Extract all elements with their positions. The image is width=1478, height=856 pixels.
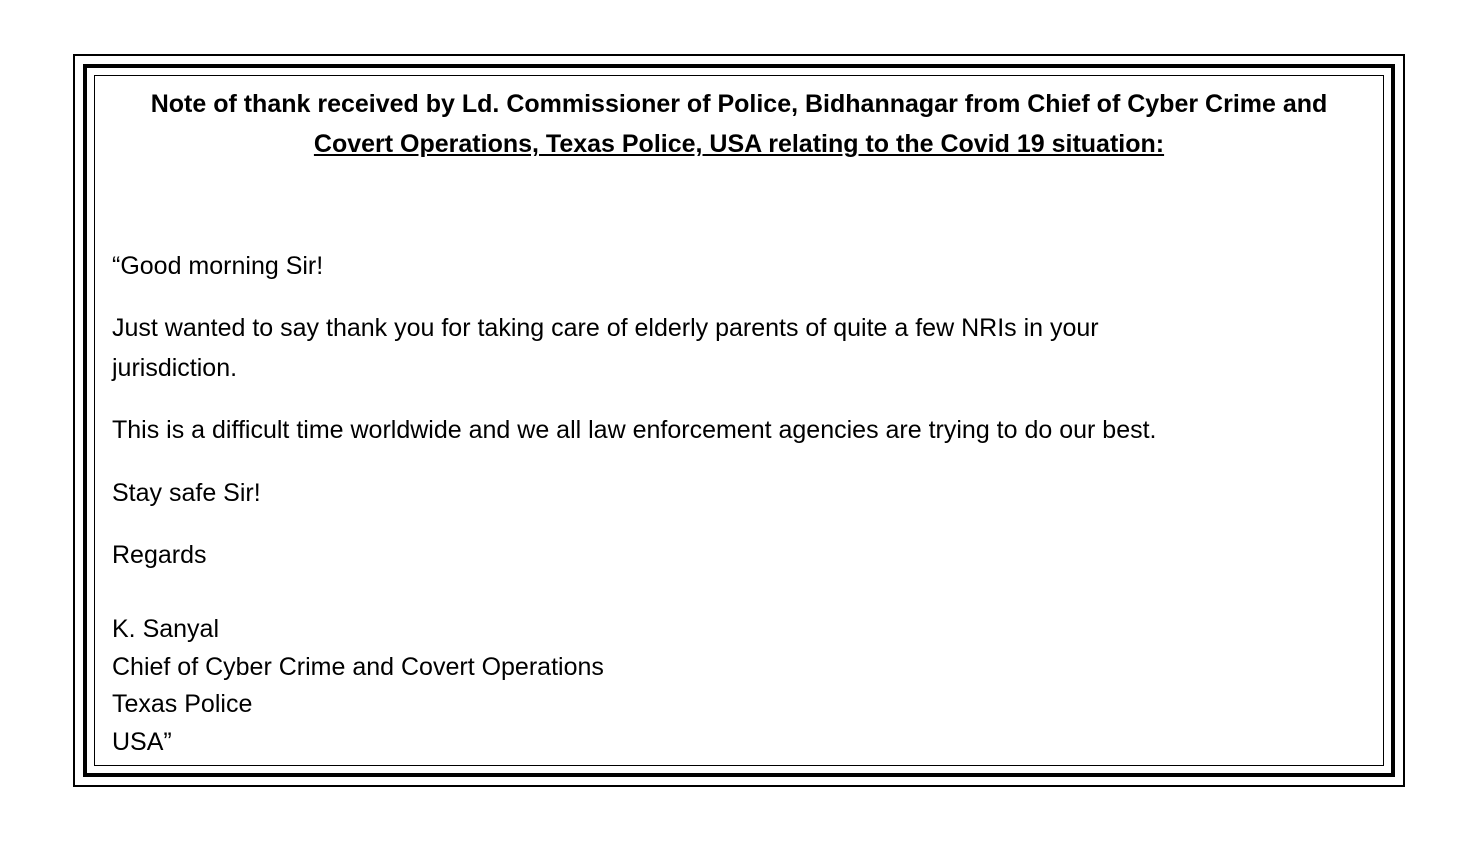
signature-organization: Texas Police — [112, 690, 253, 718]
message-paragraph-2: This is a difficult time worldwide and we all law enforcement agencies are trying to do our best. — [112, 416, 1157, 444]
message-paragraph-1-line-1: Just wanted to say thank you for taking care of elderly parents of quite a few NRIs in your — [112, 314, 1099, 342]
heading-line-1: Note of thank received by Ld. Commissioner of Police, Bidhannagar from Chief of Cyber Crime and — [150, 90, 1328, 118]
signature-country: USA” — [112, 727, 172, 756]
message-paragraph-1-line-2: jurisdiction. — [112, 354, 238, 382]
signature-title: Chief of Cyber Crime and Covert Operations — [112, 652, 604, 681]
message-paragraph-3: Stay safe Sir! — [112, 479, 261, 507]
heading-line-2: Covert Operations, Texas Police, USA relating to the Covid 19 situation: — [313, 130, 1165, 158]
message-greeting: “Good morning Sir! — [112, 252, 324, 280]
document-heading — [100, 84, 1378, 164]
signature-name: K. Sanyal — [112, 615, 220, 643]
signature-block — [112, 611, 604, 761]
message-closing: Regards — [112, 541, 207, 569]
